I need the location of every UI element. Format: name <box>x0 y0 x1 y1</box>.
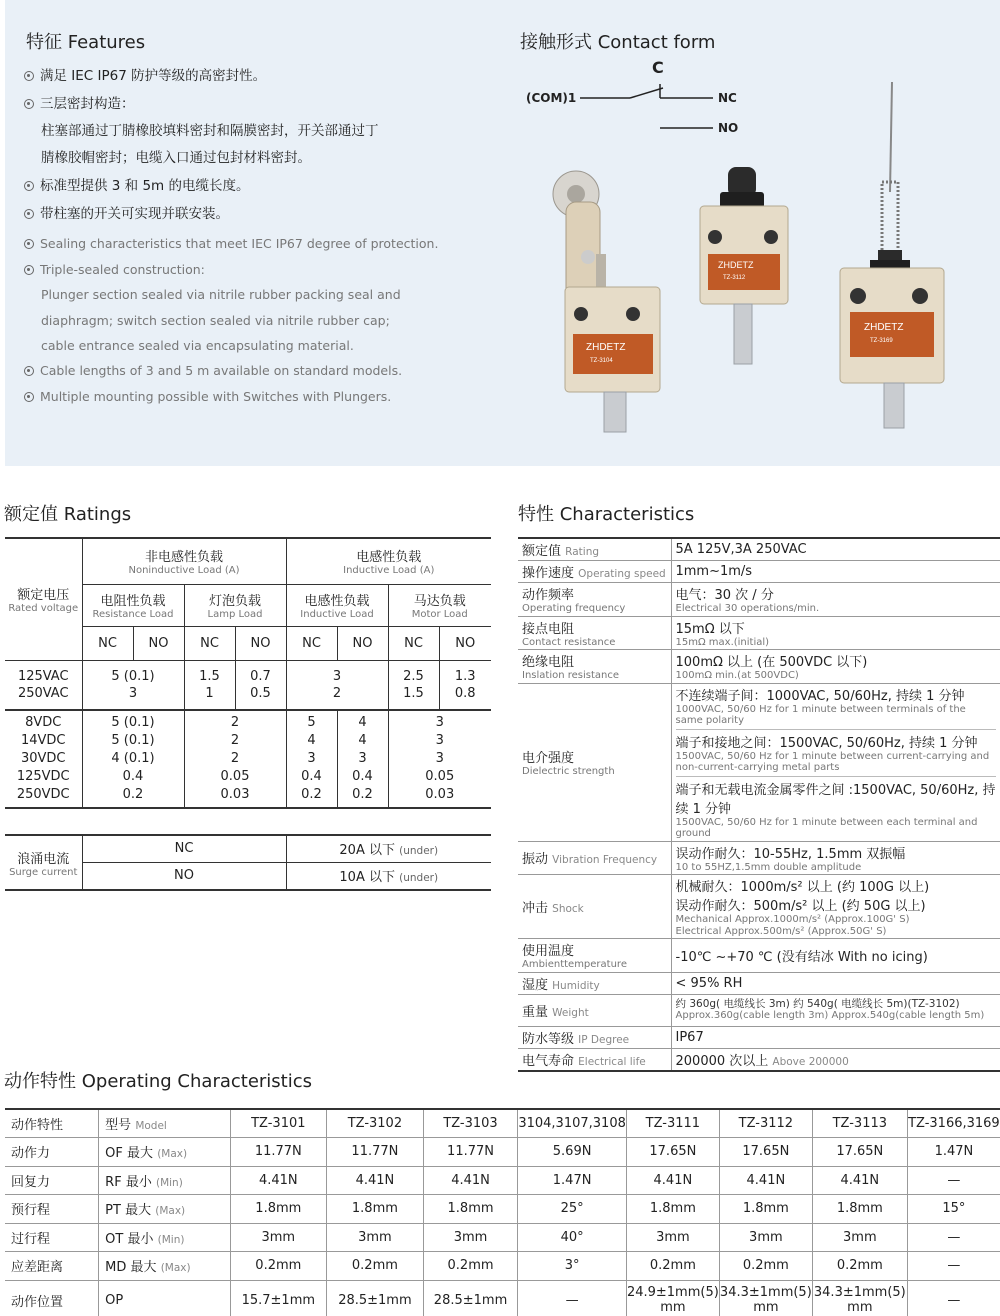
contact-nc-label: NC <box>718 91 737 105</box>
op-header-model-name: 3104,3107,3108 <box>518 1109 627 1138</box>
op-header-characteristic: 动作特性 <box>5 1109 99 1138</box>
op-cell: 40° <box>518 1223 627 1252</box>
char-value-contact-resistance: 15mΩ 以下 15mΩ max.(initial) <box>671 616 1000 650</box>
product-model: TZ-3104 <box>590 358 613 364</box>
dc-motor-cell: 3 3 3 0.05 0.03 <box>425 715 455 802</box>
contact-c-label: C <box>652 58 664 77</box>
ratings-table <box>5 537 491 809</box>
char-value-weight: 约 360g( 电缆线长 3m) 约 540g( 电缆线长 5m)(TZ-3102) Approx.360g(cable length 3m) Approx.540g(cable length 5m) <box>671 994 1000 1026</box>
op-cell: 28.5±1mm <box>327 1280 424 1316</box>
roller-plunger-switch <box>700 167 788 364</box>
op-cell: 1.8mm <box>230 1195 327 1224</box>
op-cell: 3mm <box>327 1223 424 1252</box>
op-cell: 1.8mm <box>812 1195 907 1224</box>
product-brand: ZHDETZ <box>864 322 904 333</box>
op-cell: — <box>907 1280 1000 1316</box>
op-row-name: 过行程 <box>5 1223 99 1252</box>
char-label-speed: 操作速度 Operating speed <box>518 561 671 583</box>
op-cell: 15° <box>907 1195 1000 1224</box>
char-label-life: 电气寿命 Electrical life <box>518 1048 671 1071</box>
op-cell: 3mm <box>423 1223 518 1252</box>
feature-bullet-en: Multiple mounting possible with Switches with Plungers. <box>24 389 391 404</box>
contact-no-label: NO <box>718 121 739 135</box>
bullet-icon <box>24 99 34 109</box>
op-cell: 1.8mm <box>626 1195 719 1224</box>
op-cell: 0.2mm <box>327 1252 424 1281</box>
operating-title: 动作特性 Operating Characteristics <box>4 1071 313 1092</box>
char-label-insulation: 绝缘电阻 Inslation resistance <box>518 650 671 684</box>
char-label-rating: 额定值 Rating <box>518 538 671 561</box>
op-row-code: OP <box>99 1280 230 1316</box>
feature-line: 柱塞部通过丁腈橡胶填料密封和隔膜密封，开关部通过丁 <box>41 123 379 139</box>
op-cell: 4.41N <box>423 1166 518 1195</box>
op-row-code: PT 最大 (Max) <box>99 1195 230 1224</box>
char-label-contact-resistance: 接点电阻 Contact resistance <box>518 616 671 650</box>
op-header-model-name: TZ-3102 <box>327 1109 424 1138</box>
bullet-icon <box>24 265 34 275</box>
characteristics-title: 特性 Characteristics <box>518 504 695 525</box>
feature-bullet-en: Cable lengths of 3 and 5 m available on standard models. <box>24 363 402 378</box>
noninductive-header: 非电感性负载 Noninductive Load (A) <box>82 538 286 584</box>
op-row-name: 动作力 <box>5 1138 99 1167</box>
inductive-load-header: 电感性负载 Inductive Load <box>286 584 388 626</box>
op-cell: 0.2mm <box>423 1252 518 1281</box>
surge-nc-value: 20A 以下 (under) <box>339 843 439 859</box>
nc-header: NC <box>388 626 439 660</box>
op-header-model-name: TZ-3103 <box>423 1109 518 1138</box>
op-cell: 0.2mm <box>812 1252 907 1281</box>
motor-load-header: 马达负载 Motor Load <box>388 584 491 626</box>
op-cell: 24.9±1mm(5) mm <box>626 1280 719 1316</box>
ac-resistance-cell: 5 (0.1) 3 <box>82 660 184 710</box>
op-cell: 11.77N <box>230 1138 327 1167</box>
op-cell: 3° <box>518 1252 627 1281</box>
feature-bullet: 三层密封构造： <box>24 92 135 112</box>
bullet-icon <box>24 181 34 191</box>
product-model: TZ-3169 <box>870 338 893 344</box>
char-value-rating: 5A 125V,3A 250VAC <box>671 538 1000 561</box>
op-cell: 28.5±1mm <box>423 1280 518 1316</box>
inductive-header: 电感性负载 Inductive Load (A) <box>286 538 491 584</box>
feature-line-en: cable entrance sealed via encapsulating material. <box>41 338 354 353</box>
dc-lamp-cell: 2 2 2 0.05 0.03 <box>184 710 286 808</box>
char-label-vibration: 振动 Vibration Frequency <box>518 841 671 875</box>
op-row <box>5 1280 1000 1316</box>
ac-motor-no-cell: 1.3 0.8 <box>454 668 476 701</box>
char-label-dielectric: 电介强度 Dielectric strength <box>518 683 671 841</box>
op-cell: — <box>907 1223 1000 1252</box>
no-header: NO <box>235 626 286 660</box>
op-cell: 11.77N <box>423 1138 518 1167</box>
no-header: NO <box>455 635 476 651</box>
feature-bullet: 标准型提供 3 和 5m 的电缆长度。 <box>24 174 250 194</box>
op-header-model-name: TZ-3112 <box>719 1109 812 1138</box>
char-value-speed: 1mm~1m/s <box>671 561 1000 583</box>
op-cell: 34.3±1mm(5) mm <box>812 1280 907 1316</box>
op-row <box>5 1223 1000 1252</box>
op-header-model-name: TZ-3111 <box>626 1109 719 1138</box>
op-header-model-name: TZ-3166,3169 <box>907 1109 1000 1138</box>
dc-inductive-nc-cell: 5 4 3 0.4 0.2 <box>286 710 337 808</box>
char-label-ip: 防水等级 IP Degree <box>518 1026 671 1048</box>
bullet-icon <box>24 71 34 81</box>
operating-table <box>5 1108 1000 1316</box>
op-cell: 0.2mm <box>719 1252 812 1281</box>
nc-header: NC <box>184 626 235 660</box>
op-cell: 4.41N <box>626 1166 719 1195</box>
contact-com-label: (COM)1 <box>526 91 577 105</box>
surge-nc-label: NC <box>82 835 286 862</box>
product-photos <box>548 82 948 442</box>
feature-bullet-en: Triple-sealed construction: <box>24 262 205 277</box>
op-cell: 1.47N <box>907 1138 1000 1167</box>
op-cell: 4.41N <box>812 1166 907 1195</box>
dc-voltage-cell: 8VDC 14VDC 30VDC 125VDC 250VDC <box>5 710 82 808</box>
feature-bullet: 满足 IEC IP67 防护等级的高密封性。 <box>24 64 266 84</box>
op-cell: 1.8mm <box>423 1195 518 1224</box>
op-cell: 1.47N <box>518 1166 627 1195</box>
op-header-model-name: TZ-3101 <box>230 1109 327 1138</box>
char-value-temperature: -10℃ ~+70 ℃ (没有结冰 With no icing) <box>671 939 1000 973</box>
surge-no-label: NO <box>82 862 286 890</box>
char-value-vibration: 误动作耐久：10-55Hz, 1.5mm 双振幅 10 to 55HZ,1.5mm double amplitude <box>671 841 1000 875</box>
char-value-frequency: 电气：30 次 / 分 Electrical 30 operations/min. <box>671 583 1000 617</box>
nc-header: NC <box>286 626 337 660</box>
contact-title: 接触形式 Contact form <box>520 32 716 53</box>
op-cell: 25° <box>518 1195 627 1224</box>
ratings-title: 额定值 Ratings <box>4 504 132 525</box>
ac-lamp-no-cell: 0.7 0.5 <box>235 660 286 710</box>
op-cell: — <box>907 1252 1000 1281</box>
bullet-icon <box>24 239 34 249</box>
op-row-name: 预行程 <box>5 1195 99 1224</box>
op-cell: 4.41N <box>327 1166 424 1195</box>
op-cell: 3mm <box>719 1223 812 1252</box>
coil-spring-switch <box>840 82 944 428</box>
characteristics-table <box>518 537 1000 1072</box>
op-cell: — <box>907 1166 1000 1195</box>
ac-voltage-cell: 125VAC 250VAC <box>5 660 82 710</box>
features-title: 特征 Features <box>26 32 146 53</box>
product-brand: ZHDETZ <box>718 260 754 270</box>
op-row-code: OF 最大 (Max) <box>99 1138 230 1167</box>
surge-no-value: 10A 以下 (under) <box>339 870 439 886</box>
op-row-code: MD 最大 (Max) <box>99 1252 230 1281</box>
op-cell: 3mm <box>230 1223 327 1252</box>
op-row <box>5 1138 1000 1167</box>
op-cell: 34.3±1mm(5) mm <box>719 1280 812 1316</box>
nc-header: NC <box>82 626 133 660</box>
op-cell: 15.7±1mm <box>230 1280 327 1316</box>
surge-table <box>5 834 491 891</box>
product-model: TZ-3112 <box>723 275 746 281</box>
char-value-dielectric: 不连续端子间：1000VAC, 50/60Hz, 持续 1 分钟 1000VAC, 50/60 Hz for 1 minute between terminals of the same polarity 端子和接地之间：1500VAC, 50/60Hz, 持续 1 分钟 1500VAC, 50/60 Hz for 1 minute between current-carrying and non-current-carrying metal parts 端子和无载电流金属零件之间 :1500VAC, 50/60Hz, 持续 1 分钟 1500VAC, 50/60 Hz for 1 minute between each terminal and ground <box>671 683 1000 841</box>
char-label-shock: 冲击 Shock <box>518 875 671 939</box>
rated-voltage-header: 额定电压 Rated voltage <box>5 538 82 660</box>
op-row <box>5 1195 1000 1224</box>
product-brand: ZHDETZ <box>586 342 626 353</box>
char-value-humidity: < 95% RH <box>671 972 1000 994</box>
op-row <box>5 1252 1000 1281</box>
op-cell: 5.69N <box>518 1138 627 1167</box>
feature-bullet: 带柱塞的开关可实现并联安装。 <box>24 202 229 222</box>
char-value-ip: IP67 <box>671 1026 1000 1048</box>
bullet-icon <box>24 366 34 376</box>
char-value-life: 200000 次以上 Above 200000 <box>671 1048 1000 1071</box>
op-cell: 0.2mm <box>230 1252 327 1281</box>
op-cell: 3mm <box>626 1223 719 1252</box>
op-cell: 11.77N <box>327 1138 424 1167</box>
resistance-load-header: 电阻性负载 Resistance Load <box>82 584 184 626</box>
op-cell: 4.41N <box>719 1166 812 1195</box>
feature-line: 腈橡胶帽密封；电缆入口通过包封材料密封。 <box>41 150 311 166</box>
char-value-insulation: 100mΩ 以上 (在 500VDC 以下) 100mΩ min.(at 500VDC) <box>671 650 1000 684</box>
char-label-humidity: 湿度 Humidity <box>518 972 671 994</box>
bullet-icon <box>24 392 34 402</box>
dc-inductive-no-cell: 4 4 3 0.4 0.2 <box>337 710 388 808</box>
op-cell: 17.65N <box>719 1138 812 1167</box>
op-cell: 0.2mm <box>626 1252 719 1281</box>
op-row-name: 应差距离 <box>5 1252 99 1281</box>
op-cell: 3mm <box>812 1223 907 1252</box>
ac-inductive-cell: 3 2 <box>286 660 388 710</box>
bullet-icon <box>24 209 34 219</box>
no-header: NO <box>337 626 388 660</box>
op-cell: 1.8mm <box>719 1195 812 1224</box>
ac-lamp-nc-cell: 1.5 1 <box>184 660 235 710</box>
feature-bullet-en: Sealing characteristics that meet IEC IP67 degree of protection. <box>24 236 438 251</box>
surge-header: 浪涌电流 Surge current <box>5 835 82 890</box>
op-row-name: 动作位置 <box>5 1280 99 1316</box>
op-cell: 17.65N <box>626 1138 719 1167</box>
op-row-code: RF 最小 (Min) <box>99 1166 230 1195</box>
op-header-model-name: TZ-3113 <box>812 1109 907 1138</box>
no-header: NO <box>133 626 184 660</box>
char-label-temperature: 使用温度 Ambienttemperature <box>518 939 671 973</box>
op-cell: 17.65N <box>812 1138 907 1167</box>
op-row-name: 回复力 <box>5 1166 99 1195</box>
op-header-model: 型号 Model <box>99 1109 230 1138</box>
op-row <box>5 1166 1000 1195</box>
ac-motor-nc-cell: 2.5 1.5 <box>388 660 439 710</box>
dc-resistance-cell: 5 (0.1) 5 (0.1) 4 (0.1) 0.4 0.2 <box>82 710 184 808</box>
op-cell: 4.41N <box>230 1166 327 1195</box>
op-cell: 1.8mm <box>327 1195 424 1224</box>
op-row-code: OT 最小 (Min) <box>99 1223 230 1252</box>
roller-lever-switch <box>553 171 660 432</box>
feature-line-en: diaphragm; switch section sealed via nitrile rubber cap; <box>41 313 390 328</box>
op-cell: — <box>518 1280 627 1316</box>
char-label-weight: 重量 Weight <box>518 994 671 1026</box>
char-label-frequency: 动作频率 Operating frequency <box>518 583 671 617</box>
lamp-load-header: 灯泡负载 Lamp Load <box>184 584 286 626</box>
feature-line-en: Plunger section sealed via nitrile rubber packing seal and <box>41 287 401 302</box>
char-value-shock: 机械耐久：1000m/s² 以上 (约 100G 以上) 误动作耐久：500m/s² 以上 (约 50G 以上) Mechanical Approx.1000m/s² (Approx.100G' S) Electrical Approx.500m/s² (Approx.50G' S) <box>671 875 1000 939</box>
